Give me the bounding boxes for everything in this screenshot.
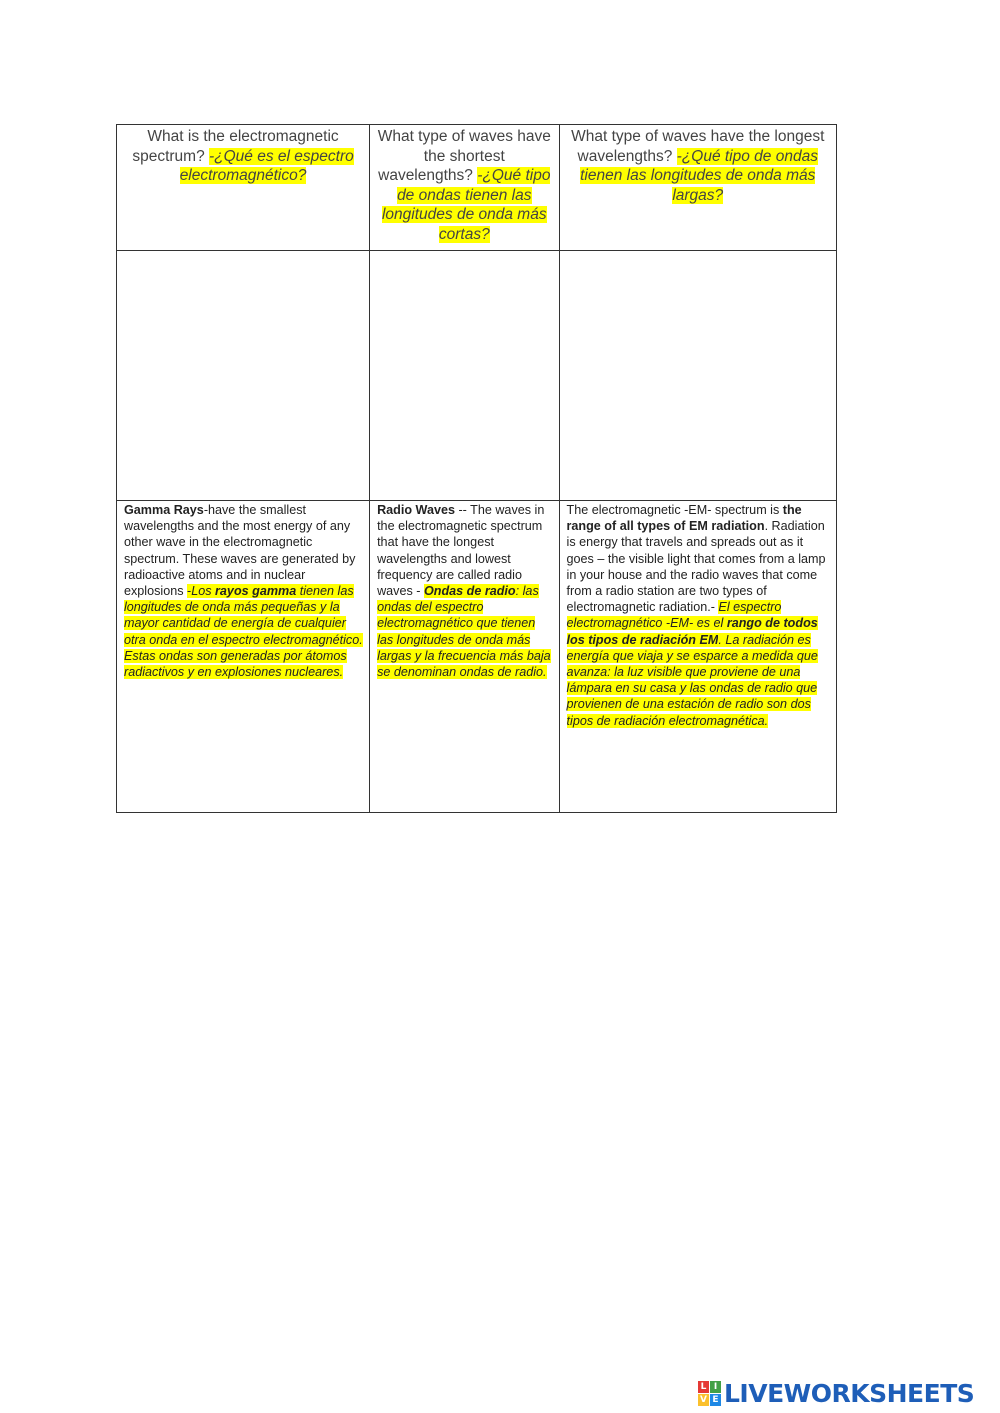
- answer-title: Gamma Rays: [124, 503, 204, 517]
- logo-letter: L: [698, 1381, 709, 1393]
- answer-title: Radio Waves: [377, 503, 455, 517]
- answer-es-dash: -: [187, 584, 192, 599]
- question-es: -¿Qué tipo de ondas tienen las longitudes de onda más largas?: [580, 147, 818, 204]
- answer-card-gamma[interactable]: [117, 501, 370, 813]
- answer-es: . La radiación es energía que viaja y se esparce a medida que avanza: la luz visible que proviene de una lámpara en su casa y las ondas de radio que provienen de una estación de radio son dos tipos de radiación electromagnética.: [566, 632, 818, 728]
- question-en: What is the electromagnetic spectrum?: [132, 128, 339, 165]
- answer-es-bold: Ondas de radio: [423, 584, 516, 599]
- answer-bold: the range of all types of EM radiation: [566, 503, 802, 534]
- drop-zone-longest[interactable]: [559, 251, 836, 501]
- logo-text: LIVEWORKSHEETS: [724, 1378, 975, 1408]
- answer-text: -have the smallest wavelengths and the most energy of any other wave in the electromagnetic spectrum. These waves are generated by radioactive atoms and in nuclear explosions: [124, 503, 356, 599]
- answer-es: : las ondas del espectro electromagnético que tienen las longitudes de onda más largas y la frecuencia más baja se denominan ondas de radio.: [377, 584, 551, 680]
- answer-es: tienen las longitudes de onda más pequeñas y la mayor cantidad de energía de cualquier otra onda en el espectro electromagnético. Estas ondas son generadas por átomos radiactivos y en explosiones nucleares.: [124, 584, 363, 680]
- question-cell-spectrum: [117, 125, 370, 251]
- worksheet-table: [116, 124, 837, 813]
- answer-text: The electromagnetic -EM- spectrum is: [566, 503, 783, 517]
- logo-letter: E: [710, 1394, 721, 1406]
- answer-card-em[interactable]: [559, 501, 836, 813]
- question-es: -¿Qué tipo de ondas tienen las longitudes de onda más cortas?: [381, 167, 551, 243]
- logo-letter: I: [710, 1381, 721, 1393]
- answer-text: -- The waves in the electromagnetic spectrum that have the longest wavelengths and lowest frequency are called radio waves -: [377, 503, 545, 599]
- answer-row: [117, 501, 837, 813]
- drop-zone-row: [117, 251, 837, 501]
- answer-es: El espectro electromagnético -EM- es el: [566, 600, 782, 631]
- drop-zone-spectrum[interactable]: [117, 251, 370, 501]
- question-cell-longest: [559, 125, 836, 251]
- answer-es: Los: [191, 584, 216, 599]
- question-es: -¿Qué es el espectro electromagnético?: [179, 147, 354, 184]
- liveworksheets-logo: [698, 1378, 974, 1408]
- answer-text: . Radiation is energy that travels and spreads out as it goes – the visible light that comes from a lamp in your house and the radio waves that come from a radio station are two types of electromagnetic radiation.-: [566, 519, 826, 615]
- question-cell-shortest: [370, 125, 559, 251]
- question-en: What type of waves have the longest wavelengths?: [571, 128, 825, 165]
- header-row: [117, 125, 837, 251]
- logo-mark-icon: [698, 1381, 721, 1406]
- answer-es-bold: rango de todos los tipos de radiación EM: [566, 616, 818, 647]
- logo-letter: V: [698, 1394, 709, 1406]
- question-en: What type of waves have the shortest wavelengths?: [377, 128, 551, 184]
- answer-card-radio[interactable]: [370, 501, 559, 813]
- drop-zone-shortest[interactable]: [370, 251, 559, 501]
- answer-es-bold: rayos gamma: [215, 584, 297, 599]
